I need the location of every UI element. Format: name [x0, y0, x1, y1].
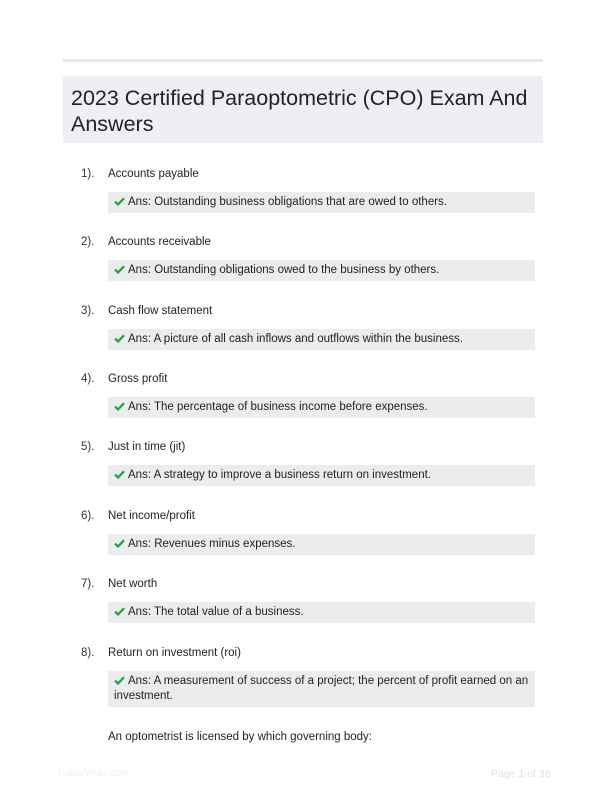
- question-number: 5).: [81, 441, 95, 453]
- question-text: Gross profit: [108, 373, 168, 385]
- question-text: Accounts payable: [108, 168, 199, 180]
- top-divider: [63, 59, 543, 62]
- answer-box: [108, 397, 535, 418]
- checkmark-icon: [114, 334, 125, 343]
- checkmark-icon: [114, 197, 125, 206]
- page-title: 2023 Certified Paraoptometric (CPO) Exam And Answers: [71, 86, 528, 136]
- answer-text: Ans: A picture of all cash inflows and outflows within the business.: [128, 333, 463, 345]
- title-banner: [63, 76, 543, 143]
- answer-text: Ans: Revenues minus expenses.: [128, 538, 296, 550]
- next-question-text: An optometrist is licensed by which governing body:: [108, 731, 373, 743]
- checkmark-icon: [114, 539, 125, 548]
- question-text: Net income/profit: [108, 510, 195, 522]
- question-text: Return on investment (roi): [108, 647, 241, 659]
- question-text: Just in time (jit): [108, 441, 186, 453]
- answer-box: [108, 534, 535, 555]
- question-number: 4).: [81, 373, 95, 385]
- checkmark-icon: [114, 470, 125, 479]
- answer-box: [108, 602, 535, 623]
- answer-box: [108, 671, 535, 707]
- question-text: Net worth: [108, 578, 158, 590]
- question-number: 7).: [81, 578, 95, 590]
- answer-box: [108, 192, 535, 213]
- checkmark-icon: [114, 676, 125, 685]
- checkmark-icon: [114, 607, 125, 616]
- answer-text: Ans: A measurement of success of a project; the percent of profit earned on an investment.: [114, 675, 529, 702]
- answer-text: Ans: Outstanding obligations owed to the business by others.: [128, 264, 440, 276]
- question-number: 6).: [81, 510, 95, 522]
- footer-watermark: PaperWhiz.com: [58, 768, 129, 779]
- question-number: 3).: [81, 305, 95, 317]
- checkmark-icon: [114, 265, 125, 274]
- question-number: 1).: [81, 168, 95, 180]
- question-text: Cash flow statement: [108, 305, 213, 317]
- question-number: 8).: [81, 647, 95, 659]
- answer-box: [108, 465, 535, 486]
- answer-box: [108, 329, 535, 350]
- question-number: 2).: [81, 236, 95, 248]
- question-text: Accounts receivable: [108, 236, 211, 248]
- answer-text: Ans: A strategy to improve a business return on investment.: [128, 469, 431, 481]
- answer-text: Ans: The percentage of business income before expenses.: [128, 401, 428, 413]
- answer-box: [108, 260, 535, 281]
- page-number: Page 1 of 36: [491, 768, 551, 780]
- answer-text: Ans: Outstanding business obligations that are owed to others.: [128, 196, 448, 208]
- checkmark-icon: [114, 402, 125, 411]
- answer-text: Ans: The total value of a business.: [128, 606, 304, 618]
